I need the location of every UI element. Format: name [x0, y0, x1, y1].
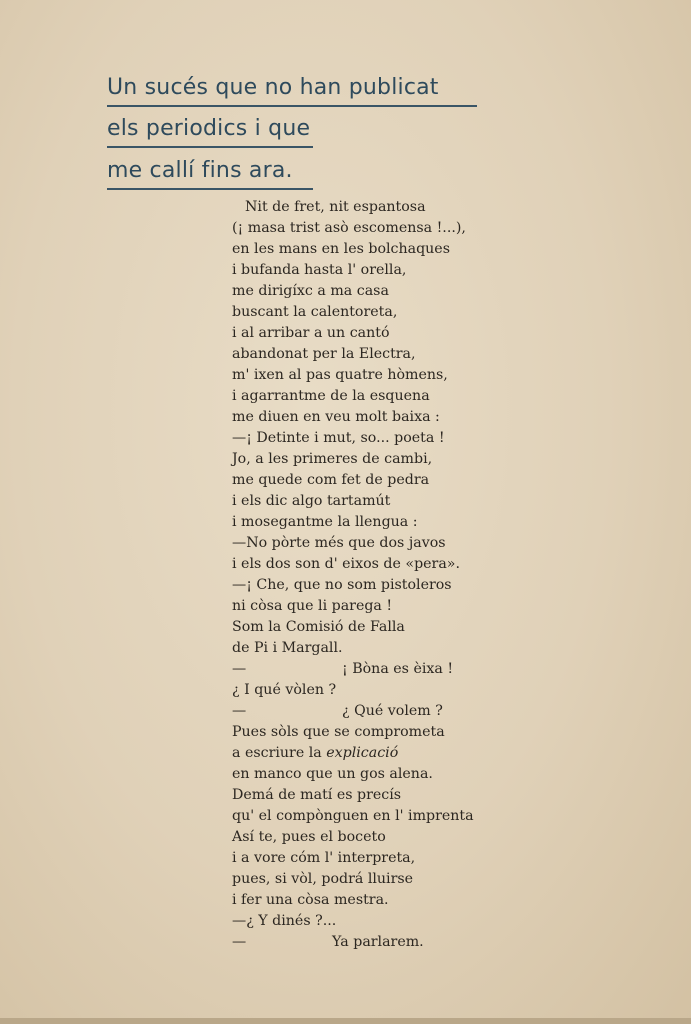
poem-line: pues, si vòl, podrá lluirse — [232, 871, 414, 887]
poem-line: ni còsa que li parega ! — [232, 598, 393, 614]
poem-line: Som la Comisió de Falla — [232, 619, 405, 635]
poem-line: i els dic algo tartamút — [232, 493, 391, 509]
poem-line: —¡ Detinte i mut, so... poeta ! — [232, 430, 445, 446]
poem-line: i a vore cóm l' interpreta, — [232, 850, 416, 866]
poem-line: de Pi i Margall. — [232, 640, 343, 656]
poem-line: i al arribar a un cantó — [232, 325, 390, 341]
title-line-2: els periodics i que — [107, 118, 313, 148]
dialogue-dash: — — [232, 661, 247, 677]
poem-line: me dirigíxc a ma casa — [232, 283, 389, 299]
poem-line: i mosegantme la llengua : — [232, 514, 418, 530]
poem-line: Nit de fret, nit espantosa — [245, 199, 426, 215]
poem-line: —¡ Che, que no som pistoleros — [232, 577, 452, 593]
poem-line: — Ya parlarem. — [232, 932, 502, 953]
poem-line: (¡ masa trist asò escomensa !...), — [232, 220, 466, 236]
poem-line: en manco que un gos alena. — [232, 766, 433, 782]
poem-line: — ¡ Bòna es èixa ! — [232, 659, 502, 680]
title-line-3: me callí fins ara. — [107, 160, 313, 190]
poem — [232, 197, 502, 953]
poem-line: Pues sòls que se comprometa — [232, 724, 445, 740]
poem-line: i agarrantme de la esquena — [232, 388, 430, 404]
italic-word: explicació — [326, 745, 399, 761]
poem-line: i bufanda hasta l' orella, — [232, 262, 407, 278]
poem-line: Jo, a les primeres de cambi, — [232, 451, 433, 467]
poem-line: a escriure la explicació — [232, 745, 399, 761]
poem-line: m' ixen al pas quatre hòmens, — [232, 367, 448, 383]
dialogue-dash: — — [232, 703, 247, 719]
poem-line: abandonat per la Electra, — [232, 346, 416, 362]
poem-line: i fer una còsa mestra. — [232, 892, 389, 908]
poem-line: me diuen en veu molt baixa : — [232, 409, 440, 425]
poem-line: me quede com fet de pedra — [232, 472, 430, 488]
poem-line: i els dos son d' eixos de «pera». — [232, 556, 460, 572]
dialogue-dash: — — [232, 934, 247, 950]
title-line-1: Un sucés que no han publicat — [107, 77, 477, 107]
poem-line: — ¿ Qué volem ? — [232, 701, 502, 722]
poem-line: en les mans en les bolchaques — [232, 241, 450, 257]
poem-line: —No pòrte més que dos javos — [232, 535, 446, 551]
poem-line: buscant la calentoreta, — [232, 304, 398, 320]
poem-line: —¿ Y dinés ?... — [232, 913, 337, 929]
poem-line: qu' el compònguen en l' imprenta — [232, 808, 474, 824]
poem-line: ¿ I qué vòlen ? — [232, 682, 337, 698]
poem-line: Así te, pues el boceto — [232, 829, 386, 845]
poem-line: Demá de matí es precís — [232, 787, 402, 803]
